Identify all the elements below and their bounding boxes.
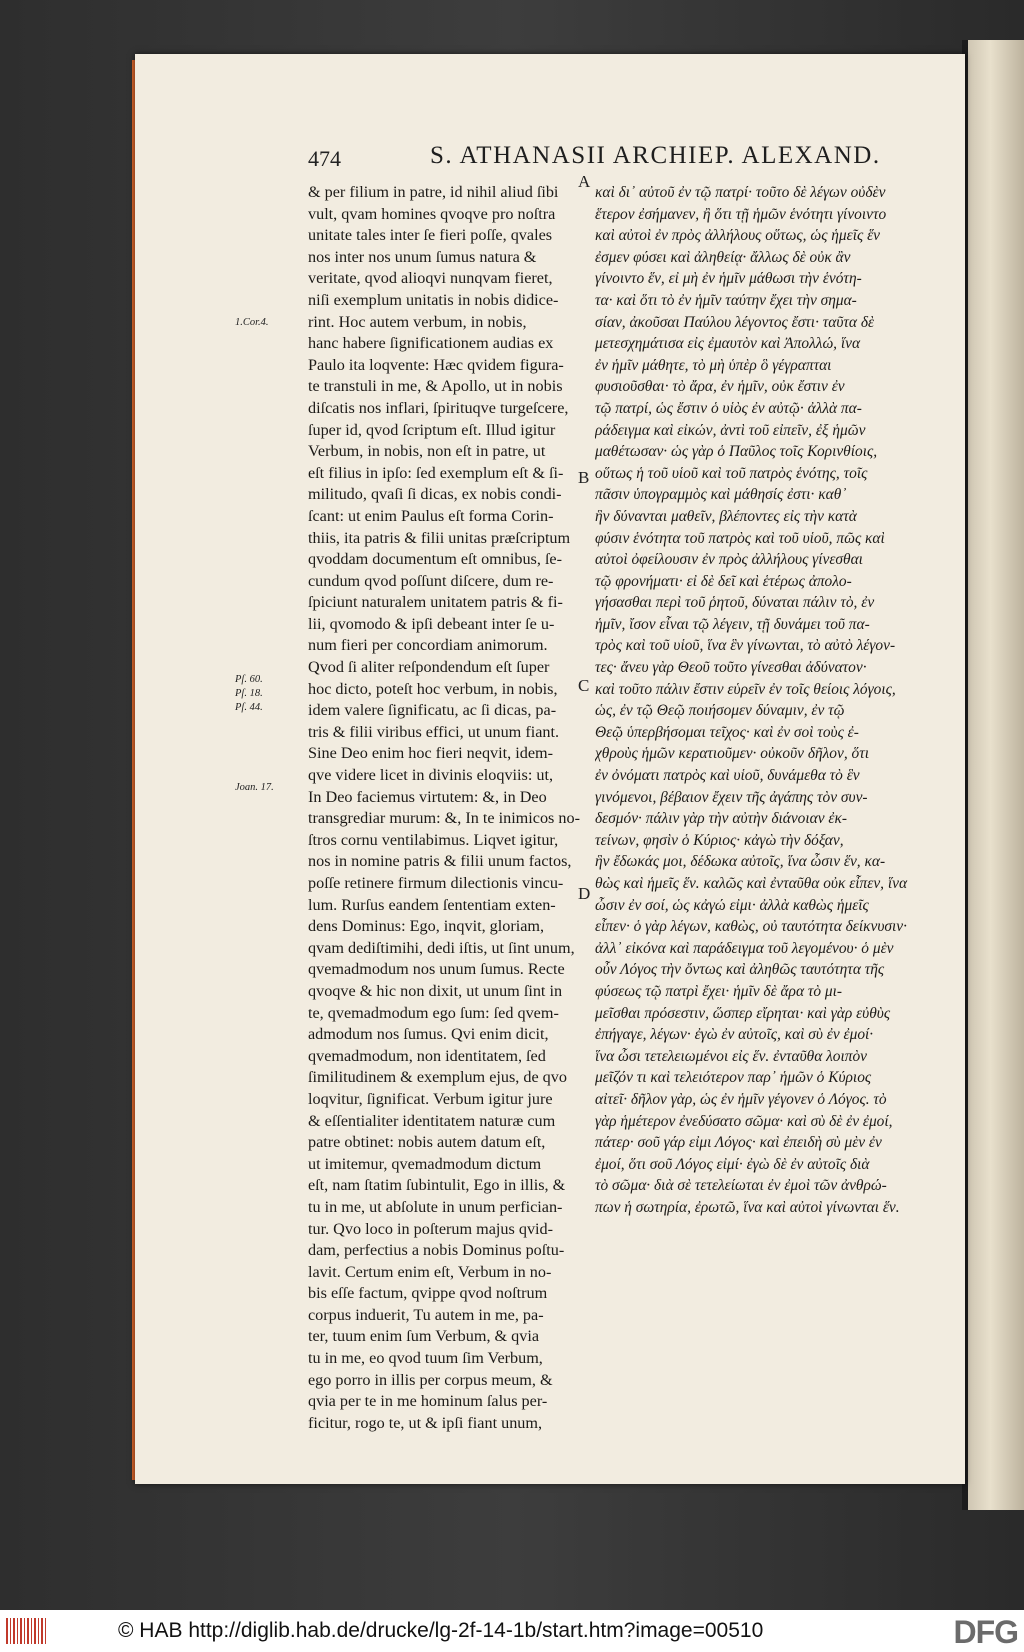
greek-text-line: φυσιοῦσθαι· τὸ ἄρα, ἐν ἡμῖν, οὐκ ἔστιν ἐν <box>595 378 845 396</box>
greek-text-line: ἐν ὀνόματι πατρὸς καὶ υἱοῦ, δυνάμεθα τὸ ἓν <box>595 767 860 785</box>
dfg-logo: DFG <box>953 1614 1018 1650</box>
page-number: 474 <box>308 146 341 171</box>
margin-note: Pſ. 60. <box>235 674 263 685</box>
greek-text-line: οὕτως ἡ τοῦ υἱοῦ καὶ τοῦ πατρὸς ἑνότης, τοῖς <box>595 464 868 482</box>
greek-text-line: ἣν δύνανται μαθεῖν, βλέποντες εἰς τὴν κατὰ <box>595 507 857 525</box>
latin-text-line: ter, tuum enim ſum Verbum, & qvia <box>308 1327 540 1346</box>
greek-text-line: μεῖσθαι πρόσεστιν, ὥσπερ εἴρηται· καὶ γὰρ εὐθὺς <box>595 1004 891 1022</box>
running-title: S. ATHANASII ARCHIEP. ALEXAND. <box>430 142 881 169</box>
latin-text-line: qvoqve & hic non dixit, ut unum ſint in <box>308 981 563 1000</box>
latin-text-line: ego porro in illis per corpus meum, & <box>308 1370 553 1389</box>
footer-bar <box>0 1610 1024 1652</box>
latin-text-line: bis eſſe factum, qvippe qvod noſtrum <box>308 1284 548 1303</box>
latin-text-line: ut imitemur, qvemadmodum dictum <box>308 1154 542 1173</box>
margin-note: 1.Cor.4. <box>235 317 269 328</box>
greek-text-line: χθροὺς ἡμῶν κερατιοῦμεν· οὐκοῦν δῆλον, ὅτι <box>595 745 869 763</box>
section-letter: D <box>578 884 591 903</box>
latin-text-line: ſtros cornu ventilabimus. Liqvet igitur, <box>308 830 559 849</box>
latin-text-line: tris & filii viribus effici, ut unum fiant. <box>308 722 560 741</box>
latin-text-line: eſt filius in ipſo: ſed exemplum eſt & ſi- <box>308 463 564 482</box>
greek-text-line: ἕτερον ἐσήμανεν, ἢ ὅτι τῇ ἡμῶν ἑνότητι γίνοιντο <box>595 205 887 223</box>
latin-text-line: qvemadmodum nos unum ſumus. Recte <box>308 960 565 979</box>
latin-text-line: qvemadmodum, non identitatem, ſed <box>308 1046 546 1065</box>
latin-text-line: diſcatis nos inflari, ſpirituqve turgeſcere, <box>308 398 569 417</box>
latin-text-line: Verbum, in nobis, non eſt in patre, ut <box>308 442 546 461</box>
latin-text-line: hanc habere ſignificationem audias ex <box>308 334 554 353</box>
greek-text-line: ἀλλ᾽ εἰκόνα καὶ παράδειγμα τοῦ λεγομένου· ὁ μὲν <box>595 939 894 957</box>
greek-text-line: ἐν ἡμῖν μάθητε, τὸ μὴ ὑπὲρ ὃ γέγραπται <box>595 356 832 374</box>
latin-text-line: vult, qvam homines qvoqve pro noſtra <box>308 204 556 223</box>
greek-text-line: σίαν, ἀκοῦσαι Παύλου λέγοντος ἔστι· ταῦτα δὲ <box>595 313 875 331</box>
latin-text-line: cundum qvod poſſunt diſcere, dum re- <box>308 571 554 590</box>
latin-text-line: & eſſentialiter identitatem naturæ cum <box>308 1111 556 1130</box>
greek-text-line: ράδειγμα καὶ εἰκών, ἀντὶ τοῦ εἰπεῖν, ἐξ ἡμῶν <box>595 421 866 439</box>
greek-text-line: γήσασθαι περὶ τοῦ ῥητοῦ, δύναται πάλιν τὸ, ἐν <box>595 594 875 612</box>
margin-note: Pſ. 18. <box>235 688 263 699</box>
latin-text-line: tu in me, ut abſolute in unum perfician- <box>308 1197 563 1216</box>
latin-text-line: ſimilitudinem & exemplum ejus, de qvo <box>308 1068 567 1087</box>
latin-text-line: unitate tales inter ſe fieri poſſe, qvales <box>308 226 553 245</box>
section-letter: C <box>578 676 590 695</box>
greek-text-line: ἵνα ὦσι τετελειωμένοι εἰς ἕν. ἐνταῦθα λοιπὸν <box>595 1047 868 1065</box>
section-letter: B <box>578 468 590 487</box>
greek-column <box>595 182 935 1219</box>
latin-text-line: transgrediar murum: &, In te inimicos no- <box>308 809 580 828</box>
greek-text-line: γίνοιντο ἕν, εἰ μὴ ἐν ἡμῖν μάθωσι τὴν ἑνότη- <box>595 270 862 288</box>
greek-text-line: φύσιν ἑνότητα τοῦ πατρὸς καὶ τοῦ υἱοῦ, πῶς καὶ <box>595 529 885 547</box>
latin-text-line: dens Dominus: Ego, inqvit, gloriam, <box>308 917 545 936</box>
greek-text-line: οὖν Λόγος τὴν ὄντως καὶ ἀληθῶς ταυτότητα τῆς <box>595 961 885 979</box>
latin-column <box>308 182 586 1434</box>
latin-text-line: ſuper id, qvod ſcriptum eſt. Illud igitur <box>308 420 556 439</box>
greek-text-line: δεσμόν· πάλιν γὰρ τὴν αὐτὴν διάνοιαν ἐκ- <box>595 810 847 828</box>
latin-text-line: qvoddam documentum eſt omnibus, ſe- <box>308 550 563 569</box>
latin-text-line: In Deo faciemus virtutem: &, in Deo <box>308 787 547 806</box>
greek-text-line: τὸ σῶμα· διὰ σὲ τετελείωται ἐν ἐμοὶ τῶν ἀνθρώ- <box>595 1177 887 1195</box>
greek-text-line: καὶ τοῦτο πάλιν ἔστιν εὑρεῖν ἐν τοῖς θείοις λόγοις, <box>595 680 896 698</box>
greek-text-line: αἰτεῖ· δῆλον γὰρ, ὡς ἐν ἡμῖν γέγονεν ὁ Λόγος. τὸ <box>595 1090 887 1108</box>
latin-text-line: admodum nos ſumus. Qvi enim dicit, <box>308 1025 549 1044</box>
greek-text-line: καὶ δι᾽ αὐτοῦ ἐν τῷ πατρί· τοῦτο δὲ λέγων οὐδὲν <box>595 184 886 201</box>
greek-text-line: πάτερ· σοῦ γάρ εἰμι Λόγος· καὶ ἐπειδὴ σὺ μὲν ἐν <box>595 1134 882 1152</box>
margin-note: Joan. 17. <box>235 782 274 793</box>
greek-text-line: γινόμενοι, βέβαιον ἔχειν τῆς ἀγάπης τὸν συν- <box>595 788 868 806</box>
latin-text-line: te transtuli in me, & Apollo, ut in nobis <box>308 377 563 396</box>
page-header <box>135 142 965 182</box>
latin-text-line: loqvitur, ſignificat. Verbum igitur jure <box>308 1089 553 1108</box>
greek-text-line: ἐπήγαγε, λέγων· ἐγὼ ἐν αὐτοῖς, καὶ σὺ ἐν ἐμοί· <box>595 1026 874 1044</box>
latin-text-line: te, qvemadmodum ego ſum: ſed qvem- <box>308 1003 559 1022</box>
greek-text-line: ὡς, ἐν τῷ Θεῷ ποιήσομεν δύναμιν, ἐν τῷ <box>595 702 845 720</box>
latin-text-line: hoc dicto, poteſt hoc verbum, in nobis, <box>308 679 558 698</box>
greek-text-line: τείνων, φησὶν ὁ Κύριος· κἀγὼ τὴν δόξαν, <box>595 831 844 849</box>
facing-page-edge <box>968 40 1024 1510</box>
latin-text-line: poſſe retinere firmum dilectionis vincu- <box>308 874 564 892</box>
greek-text-line: φύσεως τῷ πατρὶ ἔχει· ἡμῖν δὲ ἄρα τὸ μι- <box>595 982 843 1000</box>
greek-text-line: πᾶσιν ὑπογραμμὸς καὶ μάθησίς ἐστι· καθ᾽ <box>595 486 847 504</box>
latin-text-line: niſi exemplum unitatis in nobis didice- <box>308 290 559 309</box>
greek-text-line: πων ἡ σωτηρία, ἐρωτῶ, ἵνα καὶ αὐτοὶ γίνωνται ἕν. <box>595 1198 900 1216</box>
latin-text-line: & per filium in patre, id nihil aliud ſibi <box>308 183 559 201</box>
greek-text-line: ἣν ἔδωκάς μοι, δέδωκα αὐτοῖς, ἵνα ὦσιν ἕν, κα- <box>595 853 886 871</box>
latin-text-line: nos in nomine patris & filii unum factos, <box>308 852 572 871</box>
latin-text-line: lii, qvomodo & ipſi debeant inter ſe u- <box>308 614 555 633</box>
greek-text-line: τες· ἄνευ γὰρ Θεοῦ τοῦτο γίνεσθαι ἀδύνατον· <box>595 659 867 677</box>
greek-text-line: μετεσχημάτισα εἰς ἐμαυτὸν καὶ Ἀπολλώ, ἵνα <box>595 335 861 353</box>
greek-text-line: μαθέτωσαν· ὡς γὰρ ὁ Παῦλος τοῖς Κορινθίοις, <box>595 443 878 461</box>
latin-text-line: qve videre licet in divinis eloqviis: ut, <box>308 766 554 785</box>
greek-text-line: γὰρ ἡμέτερον ἐνεδύσατο σῶμα· καὶ σὺ δὲ ἐν ἐμοί, <box>595 1112 893 1130</box>
book-page <box>135 54 965 1484</box>
greek-text-line: θὼς καὶ ἡμεῖς ἕν. καλῶς καὶ ἐνταῦθα οὐκ εἶπεν, ἵνα <box>595 875 908 892</box>
latin-text-line: corpus induerit, Tu autem in me, pa- <box>308 1305 544 1324</box>
section-letter: A <box>578 172 591 191</box>
greek-text-line: ἐσμεν φύσει καὶ ἀληθείᾳ· ἄλλως δὲ οὐκ ἂν <box>595 248 851 266</box>
latin-text-line: Sine Deo enim hoc fieri neqvit, idem- <box>308 744 553 763</box>
latin-text-line: veritate, qvod alioqvi nunqvam fieret, <box>308 269 553 288</box>
greek-text-line: Θεῷ ὑπερβήσομαι τεῖχος· καὶ ἐν σοὶ τοὺς ἐ- <box>595 723 859 741</box>
latin-text-line: patre obtinet: nobis autem datum eſt, <box>308 1133 546 1152</box>
greek-text-line: αὐτοὶ ὀφείλουσιν ἐν πρὸς ἀλλήλους γίνεσθαι <box>595 551 863 569</box>
latin-text-line: tu in me, eo qvod tuum ſim Verbum, <box>308 1349 543 1368</box>
greek-text-line: τῷ πατρί, ὡς ἔστιν ὁ υἱὸς ἐν αὐτῷ· ἀλλὰ πα- <box>595 399 862 417</box>
greek-text-line: ὦσιν ἐν σοί, ὡς κἀγώ εἰμι· ἀλλὰ καθὼς ἡμεῖς <box>595 896 869 914</box>
footer-credit-link[interactable]: © HAB http://diglib.hab.de/drucke/lg-2f-14-1b/start.htm?image=00510 <box>118 1619 764 1642</box>
greek-text-line: καὶ αὐτοὶ ἐν πρὸς ἀλλήλους οὕτως, ὡς ἡμεῖς ἕν <box>595 227 880 245</box>
greek-text-line: ἐμοί, ὅτι σοῦ Λόγος εἰμί· ἐγὼ δὲ ἐν αὐτοῖς διὰ <box>595 1155 870 1173</box>
hab-logo-icon <box>6 1618 46 1644</box>
greek-text-line: ἡμῖν, ἴσον εἶναι τῷ λέγειν, τῇ δυνάμει τοῦ πα- <box>595 615 870 633</box>
latin-text-line: nos inter nos unum ſumus natura & <box>308 247 537 266</box>
greek-text-line: τα· καὶ ὅτι τὸ ἐν ἡμῖν ταύτην ἔχει τὴν σημα- <box>595 291 857 309</box>
latin-text-line: militudo, qvaſi ſi dicas, ex nobis condi- <box>308 485 562 504</box>
latin-text-line: lavit. Certum enim eſt, Verbum in no- <box>308 1262 552 1281</box>
latin-text-line: rint. Hoc autem verbum, in nobis, <box>308 312 527 331</box>
latin-text-line: idem valere ſignificatu, ac ſi dicas, pa- <box>308 701 557 720</box>
latin-text-line: tur. Qvo loco in poſterum majus qvid- <box>308 1219 554 1238</box>
greek-text-line: εἶπεν· ὁ γὰρ λέγων, καθὼς, οὐ ταυτότητα δείκνυσιν· <box>595 918 907 936</box>
latin-text-line: num fieri per concordiam animorum. <box>308 636 548 655</box>
greek-text-line: τῷ φρονήματι· εἰ δὲ δεῖ καὶ ἑτέρως ἀπολο- <box>595 572 852 590</box>
latin-text-line: ſcant: ut enim Paulus eſt forma Corin- <box>308 506 554 525</box>
greek-text-line: τρὸς καὶ τοῦ υἱοῦ, ἵνα ἓν γίνωνται, τὸ αὐτὸ λέγον- <box>595 637 896 655</box>
margin-note: Pſ. 44. <box>235 702 263 713</box>
latin-text-line: eſt, nam ſtatim ſubintulit, Ego in illis, & <box>308 1176 566 1195</box>
latin-text-line: Qvod ſi aliter reſpondendum eſt ſuper <box>308 658 550 677</box>
latin-text-line: dam, perfectius a nobis Dominus poſtu- <box>308 1241 565 1260</box>
latin-text-line: lum. Rurſus eandem ſententiam exten- <box>308 895 556 914</box>
latin-text-line: ficitur, rogo te, ut & ipſi fiant unum, <box>308 1413 543 1432</box>
latin-text-line: qvam dediſtimihi, dedi iſtis, ut ſint unum, <box>308 938 575 957</box>
latin-text-line: ſpiciunt naturalem unitatem patris & fi- <box>308 593 563 612</box>
latin-text-line: thiis, ita patris & filii unitas præſcriptum <box>308 528 571 547</box>
latin-text-line: Paulo ita loqvente: Hæc qvidem figura- <box>308 355 564 374</box>
greek-text-line: μεῖζόν τι καὶ τελειότερον παρ᾽ ἡμῶν ὁ Κύριος <box>595 1069 872 1087</box>
latin-text-line: qvia per te in me hominum ſalus per- <box>308 1392 548 1411</box>
